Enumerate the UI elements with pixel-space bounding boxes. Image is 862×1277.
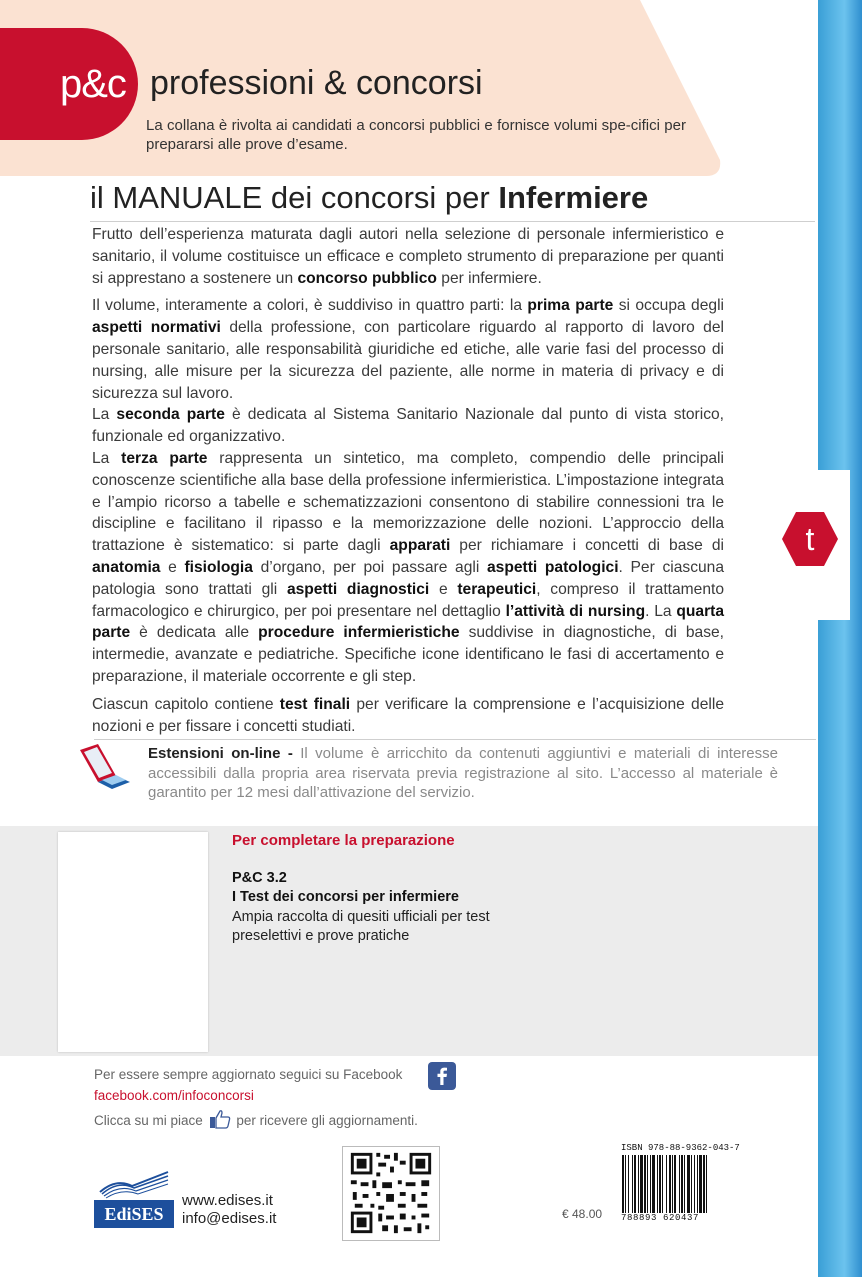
barcode-bar <box>684 1155 685 1213</box>
barcode-bar <box>640 1155 643 1213</box>
book-title-bold: Infermiere <box>498 180 649 215</box>
related-code: P&C 3.2 <box>232 870 287 886</box>
barcode-bar <box>691 1155 692 1213</box>
related-description: Ampia raccolta di quesiti ufficiali per test preselettivi e prove pratiche <box>232 909 490 944</box>
extensions-label: Estensioni on-line - <box>148 745 293 762</box>
badge-letter: t <box>805 521 815 557</box>
barcode-bar <box>662 1155 663 1213</box>
barcode-bar <box>679 1155 680 1213</box>
publisher-website[interactable]: www.edises.it <box>182 1192 273 1209</box>
barcode-bar <box>650 1155 651 1213</box>
title-divider <box>90 221 815 222</box>
barcode-bar <box>697 1155 698 1213</box>
barcode-bar <box>666 1155 667 1213</box>
barcode-bar <box>638 1155 639 1213</box>
barcode-bar <box>652 1155 655 1213</box>
description-body <box>92 224 724 743</box>
barcode-bar <box>706 1155 707 1213</box>
edises-logo-text: EdiSES <box>104 1204 164 1224</box>
edises-logo <box>94 1158 174 1228</box>
series-badge-icon <box>781 510 839 568</box>
book-title-prefix: il MANUALE dei concorsi per <box>90 180 499 215</box>
barcode-bar <box>634 1155 636 1213</box>
barcode-bar <box>672 1155 673 1213</box>
like-text-before: Clicca su mi piace <box>94 1113 203 1128</box>
barcode-digits: 788893 620437 <box>621 1213 700 1223</box>
barcode-bar <box>628 1155 629 1213</box>
extensions-note: Estensioni on-line - Il volume è arricchito da contenuti aggiuntivi e materiali di interesse accessibili dalla propria area riservata previa registrazione al sito. L’accesso al materiale è garantito per 12 mesi dall’attivazione del servizio. <box>148 745 778 801</box>
barcode-bar <box>647 1155 648 1213</box>
paragraph-2: Il volume, interamente a colori, è suddiviso in quattro parti: la prima parte si occupa degli aspetti normativi della professione, con particolare riguardo al rapporto di lavoro del personale sanitario, alle responsabilità giuridiche ed etiche, alle varie fasi del processo di nursing, alle misure per la sicurezza del paziente, alle norme in materia di privacy e di sicurezza sul lavoro. <box>92 297 724 402</box>
thumbs-up-icon <box>209 1109 231 1129</box>
related-heading: Per completare la preparazione <box>232 832 455 849</box>
barcode-bar <box>625 1155 626 1213</box>
related-title: I Test dei concorsi per infermiere <box>232 889 459 905</box>
like-instruction <box>94 1109 418 1129</box>
barcode-bar <box>632 1155 633 1213</box>
publisher-email[interactable]: info@edises.it <box>182 1210 277 1227</box>
barcode-bar <box>703 1155 705 1213</box>
barcode-bar <box>644 1155 646 1213</box>
qr-code[interactable] <box>342 1146 440 1241</box>
price: € 48.00 <box>562 1207 603 1221</box>
facebook-follow-text: Per essere sempre aggiornato seguici su Facebook <box>94 1067 403 1082</box>
brand-logo: p&c <box>60 62 126 106</box>
series-title: professioni & concorsi <box>150 64 483 102</box>
related-book-cover[interactable] <box>58 832 208 1052</box>
laptop-icon <box>76 742 132 790</box>
paragraph-1: Frutto dell’esperienza maturata dagli autori nella selezione di personale infermieristico e sanitario, il volume costituisce un efficace e completo strumento di preparazione per quanti si apprestano a sostenere un concorso pubblico per infermiere. <box>92 226 724 287</box>
paragraph-3: La seconda parte è dedicata al Sistema Sanitario Nazionale dal punto di vista storico, funzionale ed organizzativo. <box>92 406 724 446</box>
like-text-after: per ricevere gli aggiornamenti. <box>236 1113 418 1128</box>
barcode-bar <box>659 1155 661 1213</box>
paragraph-4: La terza parte rappresenta un sintetico, ma completo, compendio delle principali conoscenze scientifiche alla base della professione infermieristica. L’impostazione integrata e l’ampio ricorso a tabelle e schematizzazioni consentono di stabilire connessioni tra le discipline e facilitano il ripasso e la memorizzazione delle nozioni. L’approccio della trattazione è sistematico: si parte dagli apparati per richiamare i concetti di base di anatomia e fisiologia d’organo, per poi passare agli aspetti patologici. Per ciascuna patologia sono trattati gli aspetti diagnostici e terapeutici, compreso il trattamento farmacologico e chirurgico, per poi presentare nel dettaglio l’attività di nursing. La quarta parte è dedicata alle procedure infermieristiche suddivise in diagnostiche, di base, intermedie, avanzate e pediatriche. Specifiche icone identificano le fasi di accertamento e preparazione, il materiale occorrente e gli step. <box>92 449 725 685</box>
book-title <box>90 180 648 216</box>
barcode-bar <box>674 1155 676 1213</box>
isbn-label: ISBN 978-88-9362-043-7 <box>621 1143 740 1153</box>
barcode-bar <box>622 1155 624 1213</box>
barcode-bar <box>699 1155 702 1213</box>
barcode-bar <box>669 1155 671 1213</box>
facebook-link[interactable]: facebook.com/infoconcorsi <box>94 1088 254 1103</box>
barcode-bar <box>687 1155 690 1213</box>
barcode-bar <box>657 1155 658 1213</box>
facebook-icon[interactable] <box>428 1062 456 1090</box>
extensions-divider <box>94 739 816 740</box>
series-description: La collana è rivolta ai candidati a concorsi pubblici e fornisce volumi spe-cifici per prepararsi alle prove d’esame. <box>146 117 686 153</box>
barcode-bar <box>694 1155 695 1213</box>
barcode-bar <box>681 1155 683 1213</box>
barcode <box>621 1155 733 1213</box>
paragraph-5: Ciascun capitolo contiene test finali per verificare la comprensione e l’acquisizione delle nozioni e per fissare i concetti studiati. <box>92 695 724 735</box>
cover-spine <box>818 0 862 1277</box>
